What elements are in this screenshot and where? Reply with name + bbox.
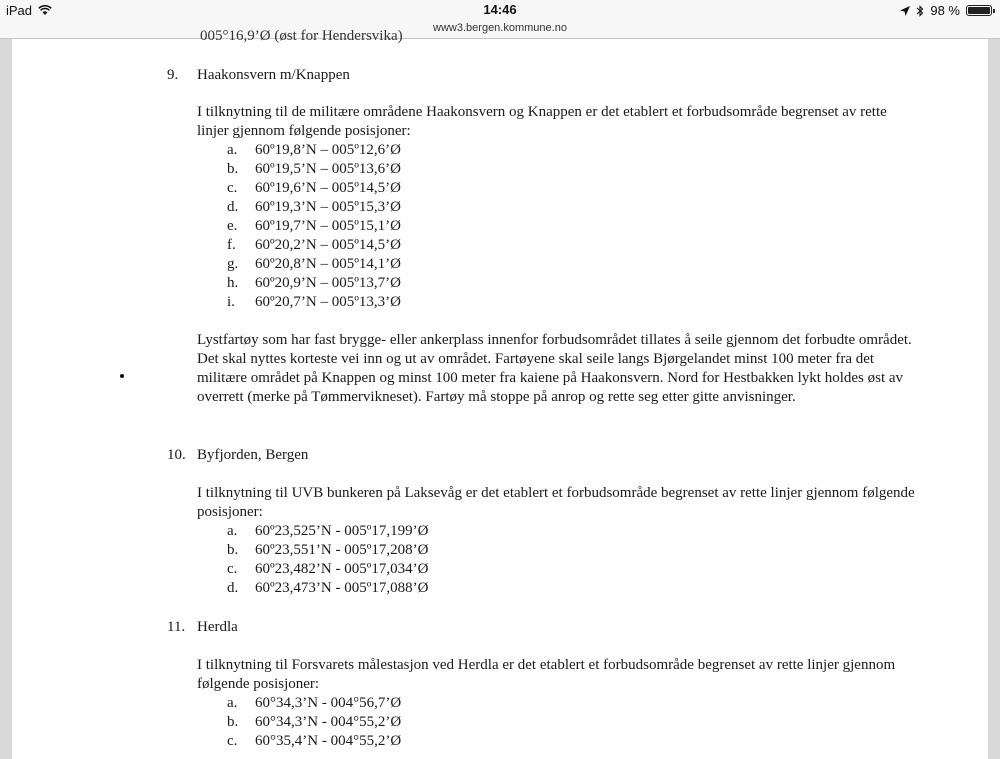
- section-title: Haakonsvern m/Knappen: [197, 67, 350, 83]
- cut-off-line: 005°16,9’Ø (øst for Hendersvika): [200, 28, 403, 44]
- scan-speck: [120, 374, 124, 378]
- status-bar: [0, 0, 1000, 20]
- list-item: b. 60°34,3’N - 004°55,2’Ø: [227, 714, 402, 730]
- section-9-note: Lystfartøy som har fast brygge- eller ankerplass innenfor forbudsområdet tillates å seile gjennom det forbudte området. Det skal nyttes korteste vei inn og ut av området. Fartøyene skal seile langs Bjørgelandet minst 100 meter fra det militære området på Knappen og minst 100 meter fra kaiene på Haakonsvern. Nord for Hestbakken lykt holdes øst av overrett (merke på Tømmervikneset). Fartøy må stoppe på anrop og rette seg etter gitte anvisninger.: [197, 332, 912, 405]
- section-10-intro: I tilknytning til UVB bunkeren på Laksevåg er det etablert et forbudsområde begrenset av rette linjer gjennom følgende posisjoner:: [197, 485, 915, 520]
- bluetooth-icon: [916, 5, 924, 17]
- clock: 14:46: [483, 2, 517, 17]
- list-item: b. 60º23,551’N - 005º17,208’Ø: [227, 542, 429, 558]
- section-9-heading: [167, 66, 350, 85]
- battery-level: [968, 7, 990, 14]
- list-item: g. 60º20,8’N – 005º14,1’Ø: [227, 256, 401, 272]
- list-item: c. 60°35,4’N - 004°55,2’Ø: [227, 733, 402, 749]
- device-name: iPad: [6, 3, 33, 18]
- list-item: f. 60º20,2’N – 005º14,5’Ø: [227, 237, 401, 253]
- section-11-heading: [167, 618, 238, 637]
- battery-percent: 98 %: [930, 3, 960, 18]
- battery-icon: [966, 5, 992, 16]
- section-number: 11.: [167, 619, 186, 635]
- section-9-intro: I tilknytning til de militære områdene Haakonsvern og Knappen er det etablert et forbudsområde begrenset av rette linjer gjennom følgende posisjoner:: [197, 104, 887, 139]
- section-10-heading: [167, 446, 308, 465]
- list-item: h. 60º20,9’N – 005º13,7’Ø: [227, 275, 401, 291]
- url-text: www3.bergen.kommune.no: [433, 22, 567, 34]
- section-9-positions: [227, 141, 401, 312]
- status-right: [900, 3, 992, 18]
- list-item: e. 60º19,7’N – 005º15,1’Ø: [227, 218, 401, 234]
- section-title: Herdla: [197, 619, 238, 635]
- list-item: a. 60º23,525’N - 005º17,199’Ø: [227, 523, 429, 539]
- url-bar[interactable]: [0, 20, 1000, 39]
- location-arrow-icon: [900, 6, 910, 16]
- list-item: i. 60º20,7’N – 005º13,3’Ø: [227, 294, 401, 310]
- list-item: a. 60º19,8’N – 005º12,6’Ø: [227, 142, 401, 158]
- list-item: d. 60º23,473’N - 005º17,088’Ø: [227, 580, 429, 596]
- section-title: Byfjorden, Bergen: [197, 447, 309, 463]
- section-number: 10.: [167, 447, 186, 463]
- section-11-positions: [227, 694, 401, 751]
- section-10-positions: [227, 522, 428, 598]
- section-11-intro: I tilknytning til Forsvarets målestasjon ved Herdla er det etablert et forbudsområde begrenset av rette linjer gjennom følgende posisjoner:: [197, 657, 896, 692]
- list-item: a. 60°34,3’N - 004°56,7’Ø: [227, 695, 402, 711]
- list-item: c. 60º23,482’N - 005º17,034’Ø: [227, 561, 429, 577]
- section-number: 9.: [167, 67, 179, 83]
- list-item: d. 60º19,3’N – 005º15,3’Ø: [227, 199, 401, 215]
- list-item: c. 60º19,6’N – 005º14,5’Ø: [227, 180, 401, 196]
- list-item: b. 60º19,5’N – 005º13,6’Ø: [227, 161, 401, 177]
